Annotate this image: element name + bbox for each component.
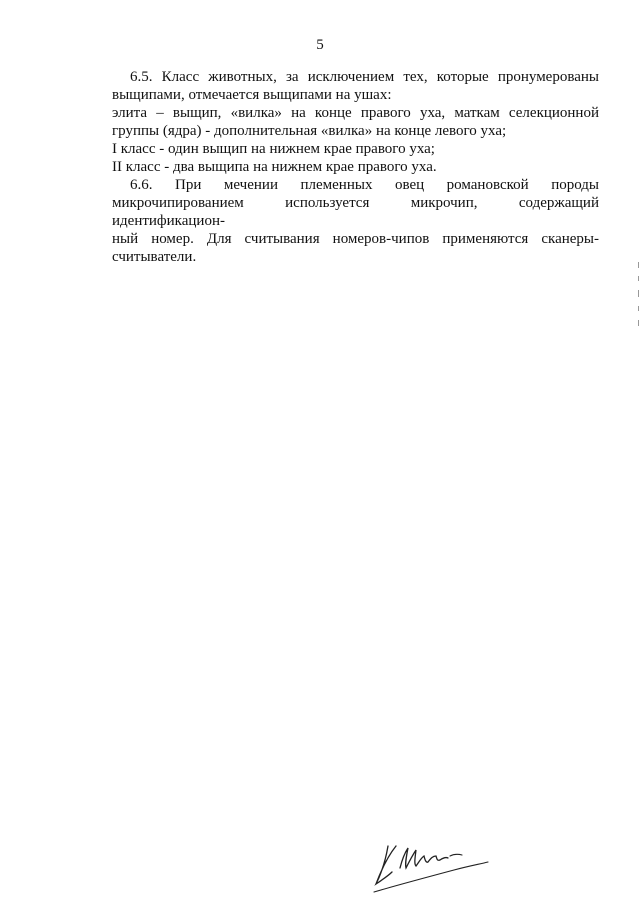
paragraph-6-5-line-6: II класс - два выщипа на нижнем крае правого уха. bbox=[112, 159, 437, 175]
handwritten-signature bbox=[364, 838, 494, 894]
paragraph-6-5-line-2: выщипами, отмечается выщипами на ушах: bbox=[112, 87, 392, 103]
paragraph-6-5-line-3: элита – выщип, «вилка» на конце правого уха, маткам селекционной bbox=[112, 105, 599, 121]
scan-edge-marks bbox=[636, 262, 640, 332]
paragraph-6-6-line-4: считыватели. bbox=[112, 249, 197, 265]
page-number: 5 bbox=[316, 37, 324, 53]
paragraph-6-6-line-3: ный номер. Для считывания номеров-чипов применяются сканеры- bbox=[112, 231, 599, 247]
paragraph-6-6-line-1: 6.6. При мечении племенных овец романовской породы bbox=[130, 177, 599, 193]
paragraph-6-5-line-1: 6.5. Класс животных, за исключением тех, которые пронумерованы bbox=[130, 69, 599, 85]
paragraph-6-5-line-4: группы (ядра) - дополнительная «вилка» на конце левого уха; bbox=[112, 123, 507, 139]
paragraph-6-5-line-5: I класс - один выщип на нижнем крае правого уха; bbox=[112, 141, 435, 157]
document-body bbox=[112, 68, 599, 266]
paragraph-6-6-line-2: микрочипированием используется микрочип, содержащий идентификацион- bbox=[112, 195, 599, 229]
